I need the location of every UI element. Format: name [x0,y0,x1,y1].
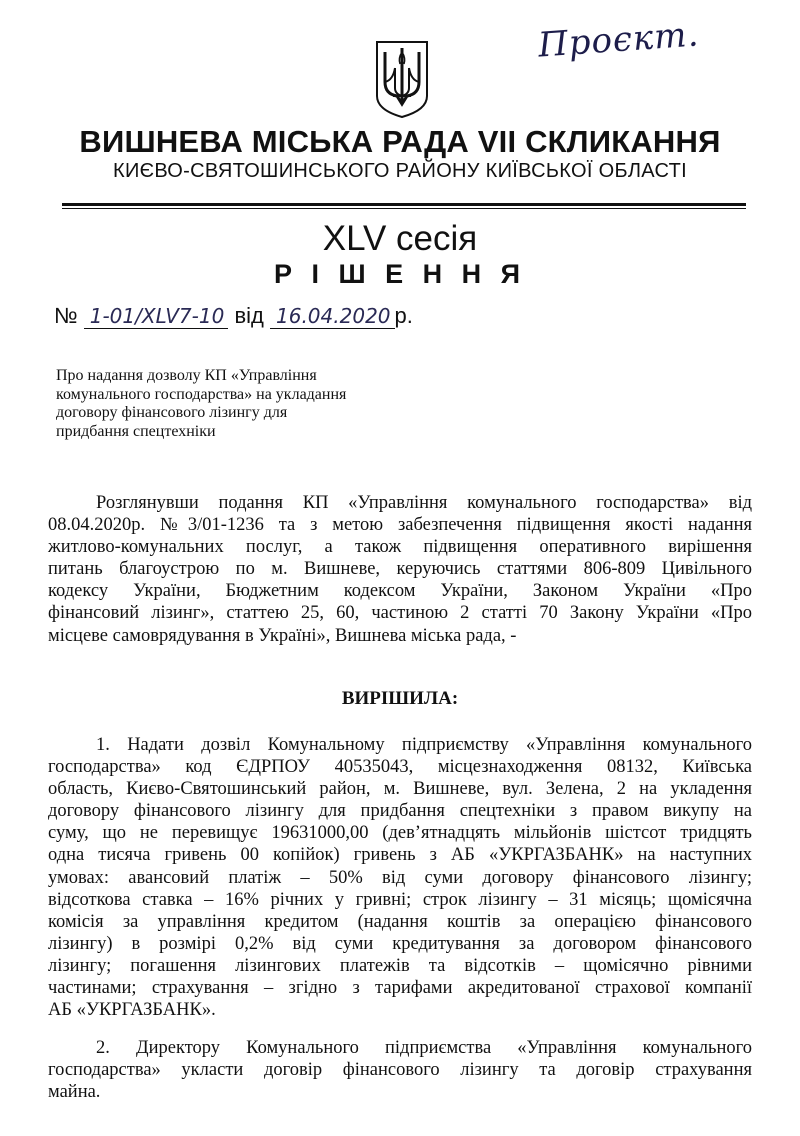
paragraph-line: умовах: авансовий платіж – 50% від суми договору фінансового лізингу; [48,867,752,888]
number-prefix: № [54,303,78,328]
paragraph-line: відсоткова ставка – 16% річних у гривні; строк лізингу – 31 місяць; щомісячна [48,889,752,910]
paragraph-line: договору фінансового лізингу для придбання спецтехніки з правом викупу на [48,801,752,822]
date-prefix: від [234,303,264,328]
paragraph-line: лізингу) в розмірі 0,2% від суми кредитування за договором фінансового [48,933,752,954]
handwritten-project-mark: Проєкт. [536,14,701,66]
paragraph-line: комісія за управління кредитом (надання коштів за операцією фінансового [48,911,752,932]
decision-subject [56,367,396,441]
paragraph-line: 08.04.2020р. №3/01-1236 та з метою забезпечення підвищення якості надання [48,515,752,536]
paragraph-line: фінансовий лізинг», статтею 25, 60, частиною 2 статті 70 Закону України «Про [48,603,752,624]
paragraph-line: кодексу України, Бюджетним кодексом України, Законом України «Про [48,581,752,602]
resolved-heading: ВИРІШИЛА: [341,688,459,709]
paragraph-line: 1. Надати дозвіл Комунальному підприємству «Управління комунального [96,735,752,755]
subject-line: придбання спецтехніки [56,422,216,440]
paragraph-line: область, Києво-Святошинський район, м. Вишневе, вул. Зелена, 2 на укладення [48,779,752,800]
paragraph-line: господарства» код ЄДРПОУ 40535043, місцезнаходження 08132, Київська [48,757,752,778]
preamble-paragraph [48,492,752,647]
paragraph-line: АБ «УКРГАЗБАНК». [48,1000,216,1021]
header-divider [62,203,746,206]
decision-number: 1-01/XLV7-10 [84,304,229,329]
trident-emblem-icon [373,38,431,120]
paragraph-line: питань благоустрою по м. Вишневе, керуючись статтями 806-809 Цивільного [48,559,752,580]
document-type-title: Р І Ш Е Н Н Я [273,259,527,289]
decision-number-line [54,303,413,329]
paragraph-line: лізингу; погашення лізингових платежів та відсотків – щомісячно рівними [48,955,752,976]
paragraph-line: суму, що не перевищує 19631000,00 (дев’ятнадцять мільйонів шістсот тридцять [48,823,752,844]
date-suffix: р. [394,303,413,328]
decision-date: 16.04.2020 [270,304,395,329]
subject-line: Про надання дозволу КП «Управління [56,367,317,384]
paragraph-line: місцеве самоврядування в Україні», Вишнева міська рада, - [48,625,517,646]
paragraph-line: господарства» укласти договір фінансового лізингу та договір страхування [48,1060,752,1081]
paragraph-line: майна. [48,1082,101,1103]
paragraph-line: житлово-комунальних послуг, а також підвищення оперативного вирішення [48,537,752,558]
paragraph-line: Розглянувши подання КП «Управління комунального господарства» від [96,493,752,513]
council-subtitle: КИЄВО-СВЯТОШИНСЬКОГО РАЙОНУ КИЇВСЬКОЇ ОБЛАСТІ [113,160,687,182]
header-divider-thin [62,208,746,209]
paragraph-line: одна тисяча гривень 00 копійок) гривень з АБ «УКРГАЗБАНК» на наступних [48,845,752,866]
decision-item-1 [48,734,752,1021]
paragraph-line: 2. Директору Комунального підприємства «Управління комунального [96,1038,752,1058]
session-title: XLV сесія [322,219,478,258]
council-title: ВИШНЕВА МІСЬКА РАДА VII СКЛИКАННЯ [79,124,721,159]
subject-line: комунального господарства» на укладання [56,385,347,403]
decision-item-2 [48,1037,752,1103]
paragraph-line: частинами; страхування – згідно з тарифами акредитованої страхової компанії [48,978,752,999]
subject-line: договору фінансового лізингу для [56,404,288,421]
